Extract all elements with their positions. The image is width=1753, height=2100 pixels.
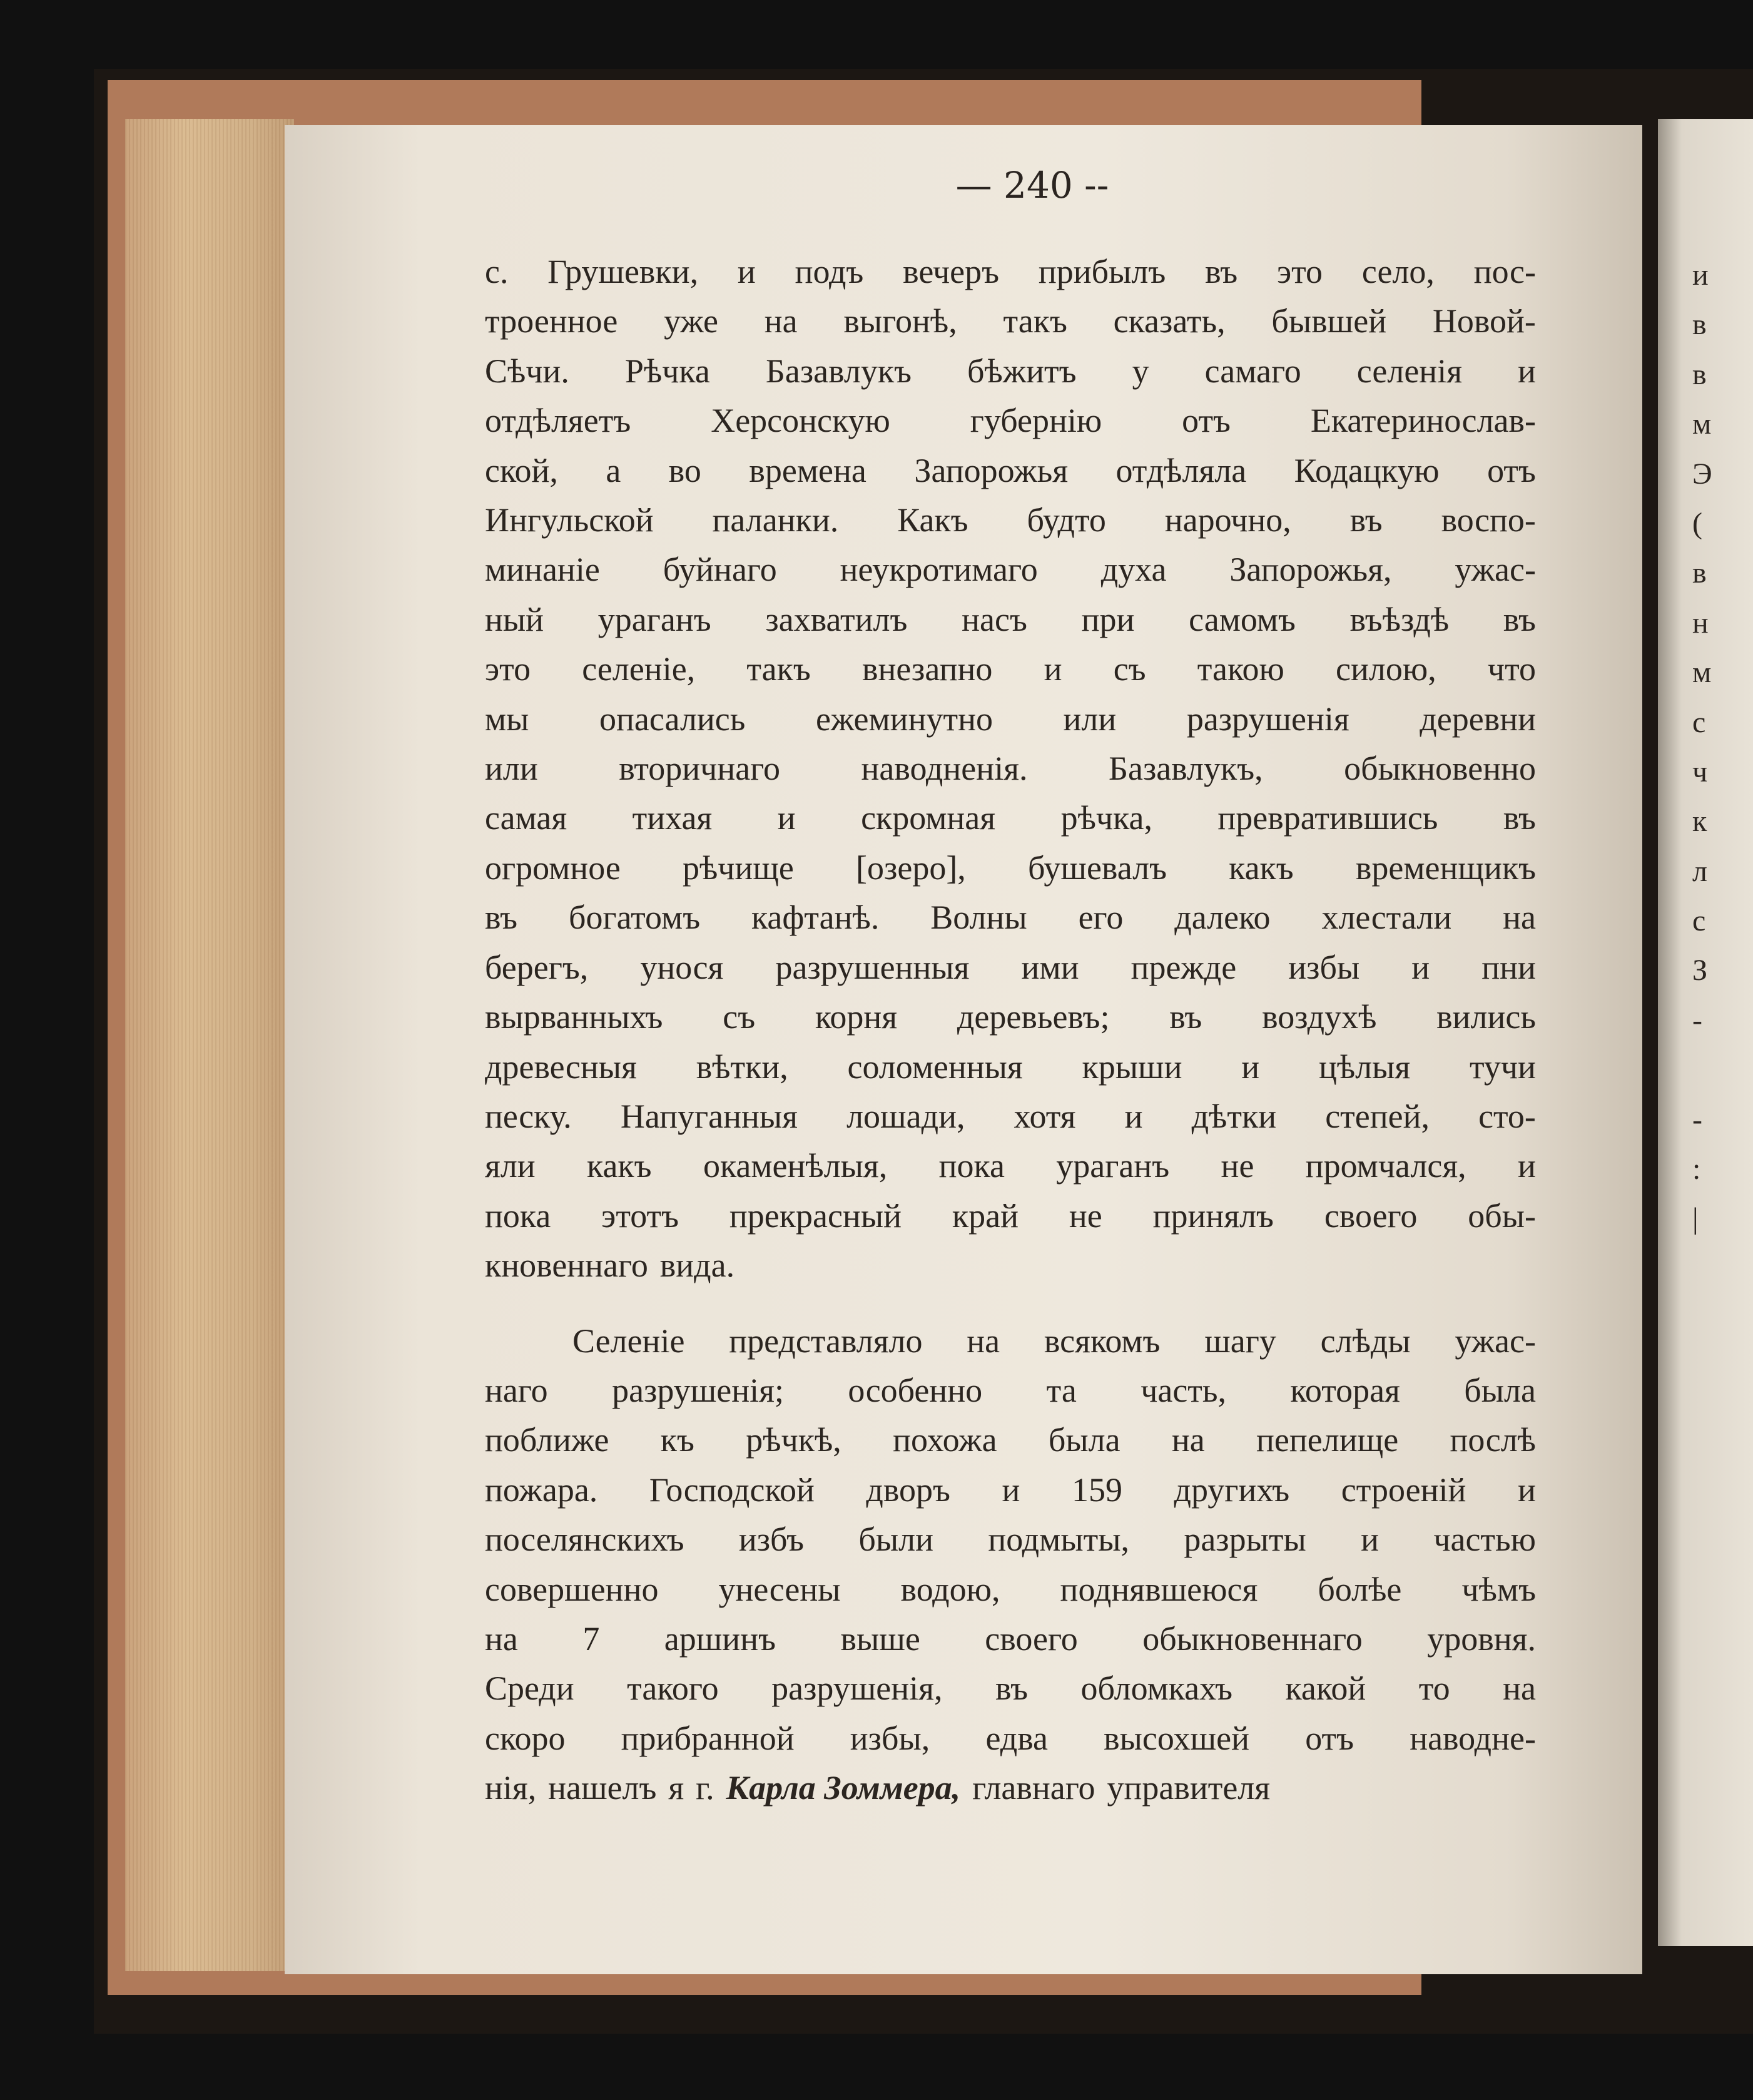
word: пни xyxy=(1481,948,1536,986)
margin-letter: - xyxy=(1692,1103,1702,1136)
word: разрушенія xyxy=(1186,700,1349,738)
word: шагу xyxy=(1204,1322,1276,1360)
text-line xyxy=(485,1042,1536,1092)
word: 159 xyxy=(1071,1471,1122,1509)
word: послѣ xyxy=(1450,1421,1536,1459)
italic-name: Карла Зоммера, xyxy=(726,1769,961,1807)
margin-letter: З xyxy=(1692,954,1708,987)
word: едва xyxy=(985,1719,1048,1757)
word: обы- xyxy=(1468,1196,1536,1235)
word: хлестали xyxy=(1321,899,1452,937)
margin-letter: ( xyxy=(1692,506,1702,540)
word: село, xyxy=(1361,253,1435,290)
word: такъ xyxy=(1003,302,1067,340)
word: Волны xyxy=(930,899,1027,937)
word: Базавлукъ, xyxy=(1109,750,1263,788)
word: которая xyxy=(1290,1371,1400,1409)
word: избъ xyxy=(738,1521,805,1559)
text-line xyxy=(485,1317,1536,1366)
word: дѣтки xyxy=(1191,1097,1277,1135)
word: пожара. xyxy=(485,1471,598,1509)
word: ской, xyxy=(485,451,558,489)
word: похожа xyxy=(893,1421,997,1459)
word: особенно xyxy=(848,1371,983,1409)
word: рѣчка, xyxy=(1060,799,1152,837)
word: къ xyxy=(660,1421,694,1459)
word: богатомъ xyxy=(568,899,701,937)
word: и xyxy=(1002,1471,1020,1509)
word: времена xyxy=(749,451,866,489)
word: во xyxy=(668,451,701,489)
word: въ xyxy=(1503,799,1536,837)
word: ужас- xyxy=(1455,551,1536,589)
word: временщикъ xyxy=(1355,849,1536,887)
word: главнаго xyxy=(972,1769,1095,1807)
word: силою, xyxy=(1336,650,1436,688)
word: селенія xyxy=(1356,352,1463,390)
word: сто- xyxy=(1478,1097,1536,1135)
word: всякомъ xyxy=(1044,1322,1161,1360)
margin-letter: и xyxy=(1692,258,1709,292)
word: а xyxy=(606,451,621,489)
word: селеніе, xyxy=(582,650,696,688)
margin-letter: : xyxy=(1692,1153,1701,1186)
word: поднявшеюся xyxy=(1060,1570,1258,1608)
word: обломкахъ xyxy=(1080,1669,1232,1708)
word: поближе xyxy=(485,1421,609,1459)
word: огромное xyxy=(485,849,621,887)
word: Какъ xyxy=(897,501,968,539)
margin-letter: в xyxy=(1692,357,1707,391)
word: разрушенныя xyxy=(775,948,970,986)
word: Грушевки, xyxy=(547,253,699,290)
text-line xyxy=(485,545,1536,594)
text-line xyxy=(485,347,1536,396)
word: та xyxy=(1046,1371,1077,1409)
word: окаменѣлыя, xyxy=(703,1147,888,1185)
word: при xyxy=(1081,600,1135,638)
word: Сѣчи. xyxy=(485,352,569,390)
text-line xyxy=(485,1092,1536,1141)
text-line xyxy=(485,1241,1536,1290)
margin-letter: Э xyxy=(1692,457,1712,491)
word: подмыты, xyxy=(988,1521,1129,1559)
word: духа xyxy=(1100,551,1167,589)
margin-letter xyxy=(1692,1045,1717,1094)
word: ежеминутно xyxy=(815,700,993,738)
word: вторичнаго xyxy=(619,750,780,788)
text-line xyxy=(485,744,1536,793)
word: тучи xyxy=(1470,1047,1536,1086)
word: яли xyxy=(485,1147,536,1185)
word: вились xyxy=(1436,998,1536,1036)
word: поселянскихъ xyxy=(485,1521,684,1559)
text-line xyxy=(485,1141,1536,1191)
word: какой xyxy=(1285,1669,1366,1708)
word: кафтанѣ. xyxy=(751,899,880,937)
word: ураганъ xyxy=(597,600,711,638)
word: и xyxy=(1518,352,1536,390)
text-line xyxy=(485,1763,1536,1813)
word: минаніе xyxy=(485,551,600,589)
word: и xyxy=(777,799,796,837)
word: разрыты xyxy=(1184,1521,1306,1559)
margin-letter: м xyxy=(1692,656,1712,690)
text-line xyxy=(485,793,1536,843)
word: частью xyxy=(1433,1521,1536,1559)
word: какъ xyxy=(587,1147,652,1185)
page-edges xyxy=(125,119,294,1971)
word: неукротимаго xyxy=(840,551,1038,589)
word: управителя xyxy=(1107,1769,1271,1807)
word: то xyxy=(1418,1669,1450,1708)
word: насъ xyxy=(962,600,1027,638)
word: и xyxy=(1361,1521,1379,1559)
text-line xyxy=(485,1515,1536,1564)
word: какъ xyxy=(1229,849,1294,887)
word: кновеннаго xyxy=(485,1246,648,1285)
text-line xyxy=(485,1415,1536,1465)
text-line xyxy=(485,247,1536,297)
word: губернію xyxy=(970,402,1102,440)
text-line xyxy=(485,943,1536,992)
word: рѣчкѣ, xyxy=(746,1421,841,1459)
word: унесены xyxy=(718,1570,841,1608)
word: корня xyxy=(815,998,898,1036)
word: или xyxy=(485,750,538,788)
word: скромная xyxy=(861,799,996,837)
word: строеній xyxy=(1341,1471,1466,1509)
margin-letter: н xyxy=(1692,606,1709,640)
word: и xyxy=(1044,650,1062,688)
word: выгонѣ, xyxy=(843,302,957,340)
word: Господской xyxy=(649,1471,815,1509)
margin-letter: к xyxy=(1692,805,1707,838)
margin-letter: ч xyxy=(1692,755,1708,788)
word: съ xyxy=(1113,650,1146,688)
word: крыши xyxy=(1082,1047,1182,1086)
word: тихая xyxy=(632,799,713,837)
word: край xyxy=(952,1196,1019,1235)
paragraph-gap xyxy=(485,1291,1536,1317)
margin-letter: в xyxy=(1692,556,1707,590)
word: вечеръ xyxy=(903,253,1000,290)
word: были xyxy=(858,1521,934,1559)
word: нія, xyxy=(485,1769,537,1807)
word: Екатеринослав- xyxy=(1310,402,1536,440)
word: на xyxy=(967,1322,1000,1360)
word: представляло xyxy=(729,1322,923,1360)
word: отъ xyxy=(1182,402,1231,440)
next-page-margin-letters xyxy=(1692,250,1717,1244)
word: слѣды xyxy=(1320,1322,1411,1360)
word: превратившись xyxy=(1217,799,1438,837)
word: въ xyxy=(995,1669,1029,1708)
word: ураганъ xyxy=(1056,1147,1170,1185)
word: пока xyxy=(485,1196,551,1235)
word: бушевалъ xyxy=(1027,849,1167,887)
word: чѣмъ xyxy=(1461,1570,1536,1608)
margin-letter: л xyxy=(1692,854,1707,888)
word: с. xyxy=(485,253,509,290)
word: соломенныя xyxy=(847,1047,1023,1086)
word: Рѣчка xyxy=(624,352,710,390)
word: троенное xyxy=(485,302,618,340)
word: дворъ xyxy=(866,1471,950,1509)
word: я xyxy=(668,1769,684,1807)
word: болѣе xyxy=(1318,1570,1402,1608)
word: Новой- xyxy=(1432,302,1536,340)
word: нашелъ xyxy=(548,1769,657,1807)
word: его xyxy=(1078,899,1124,937)
word: въ xyxy=(1169,998,1202,1036)
word: самая xyxy=(485,799,567,837)
word: и xyxy=(1518,1471,1536,1509)
word: воспо- xyxy=(1441,501,1536,539)
word: отдѣляетъ xyxy=(485,402,631,440)
margin-letter: м xyxy=(1692,407,1712,441)
word: ими xyxy=(1021,948,1079,986)
word: или xyxy=(1063,700,1117,738)
word: совершенно xyxy=(485,1570,659,1608)
word: унося xyxy=(640,948,724,986)
word: вырванныхъ xyxy=(485,998,663,1036)
word: этотъ xyxy=(601,1196,679,1235)
word: отъ xyxy=(1487,451,1536,489)
word: захватилъ xyxy=(765,600,908,638)
word: это xyxy=(1276,253,1323,290)
word: уровня. xyxy=(1427,1619,1536,1658)
word: будто xyxy=(1027,501,1106,539)
word: бывшей xyxy=(1271,302,1387,340)
word: такого xyxy=(627,1669,719,1708)
word: это xyxy=(485,650,531,688)
word: прекрасный xyxy=(729,1196,902,1235)
word: избы, xyxy=(850,1719,930,1757)
word: ный xyxy=(485,600,544,638)
word: промчался, xyxy=(1305,1147,1466,1185)
word: паланки. xyxy=(712,501,839,539)
word: далеко xyxy=(1174,899,1271,937)
word: деревьевъ; xyxy=(957,998,1110,1036)
word: воздухѣ xyxy=(1262,998,1377,1036)
word: пос- xyxy=(1473,253,1536,290)
word: обыкновеннаго xyxy=(1142,1619,1363,1658)
word: уже xyxy=(664,302,718,340)
word: у xyxy=(1132,352,1149,390)
word: бѣжитъ xyxy=(967,352,1077,390)
word: сказать, xyxy=(1113,302,1226,340)
word: обыкновенно xyxy=(1344,750,1536,788)
word: не xyxy=(1069,1196,1102,1235)
word: нарочно, xyxy=(1164,501,1291,539)
word: на xyxy=(1503,899,1536,937)
word: разрушенія, xyxy=(771,1669,943,1708)
page-number: — 240 -- xyxy=(955,164,1109,206)
word: Кодацкую xyxy=(1294,451,1440,489)
word: деревни xyxy=(1420,700,1536,738)
word: древесныя xyxy=(485,1047,637,1086)
word: что xyxy=(1487,650,1536,688)
word: песку. xyxy=(485,1097,572,1135)
text-line xyxy=(485,1714,1536,1763)
word: прежде xyxy=(1131,948,1237,986)
word: и xyxy=(1124,1097,1143,1135)
text-line xyxy=(485,496,1536,545)
text-line xyxy=(485,695,1536,744)
text-line xyxy=(485,1565,1536,1614)
word: пока xyxy=(938,1147,1005,1185)
word: водою, xyxy=(900,1570,1000,1608)
text-line xyxy=(485,1191,1536,1241)
text-line xyxy=(485,396,1536,446)
word: избы xyxy=(1288,948,1360,986)
word: аршинъ xyxy=(664,1619,776,1658)
word: съ xyxy=(723,998,756,1036)
page-body-text xyxy=(485,247,1536,1813)
text-line xyxy=(485,446,1536,496)
margin-letter: с xyxy=(1692,904,1706,938)
word: пепелище xyxy=(1256,1421,1399,1459)
word: вѣтки, xyxy=(696,1047,788,1086)
word: часть, xyxy=(1141,1371,1227,1409)
word: на xyxy=(485,1619,518,1658)
word: на xyxy=(1503,1669,1536,1708)
word: лошади, xyxy=(846,1097,965,1135)
text-line xyxy=(485,1664,1536,1713)
word: Среди xyxy=(485,1669,574,1708)
word: Запорожья xyxy=(914,451,1069,489)
word: такою xyxy=(1197,650,1284,688)
word: скоро xyxy=(485,1719,566,1757)
word: была xyxy=(1464,1371,1536,1409)
text-line xyxy=(485,297,1536,346)
word: прибылъ xyxy=(1038,253,1166,290)
word: г. xyxy=(696,1769,714,1807)
word: буйнаго xyxy=(663,551,777,589)
word: самомъ xyxy=(1189,600,1296,638)
text-line xyxy=(485,893,1536,942)
word: Селеніе xyxy=(572,1322,685,1360)
word: въ xyxy=(1349,501,1383,539)
word: мы xyxy=(485,700,529,738)
margin-letter: | xyxy=(1692,1202,1699,1236)
word: рѣчище xyxy=(682,849,794,887)
word: внезапно xyxy=(861,650,993,688)
word: своего xyxy=(1324,1196,1418,1235)
word: берегъ, xyxy=(485,948,589,986)
word: въ xyxy=(1503,600,1536,638)
word: наводне- xyxy=(1410,1719,1536,1757)
word: и xyxy=(1241,1047,1260,1086)
word: самаго xyxy=(1204,352,1301,390)
text-line xyxy=(485,992,1536,1042)
word: подъ xyxy=(795,253,864,290)
word: и xyxy=(1411,948,1430,986)
margin-letter: в xyxy=(1692,308,1707,342)
word: на xyxy=(1171,1421,1205,1459)
word: въѣздѣ xyxy=(1349,600,1450,638)
word: Запорожья, xyxy=(1229,551,1392,589)
word: на xyxy=(764,302,798,340)
word: въ xyxy=(1205,253,1238,290)
word: другихъ xyxy=(1174,1471,1290,1509)
word: въ xyxy=(485,899,518,937)
word: Базавлукъ xyxy=(765,352,912,390)
word: Херсонскую xyxy=(711,402,890,440)
word: отъ xyxy=(1305,1719,1354,1757)
text-line xyxy=(485,645,1536,694)
text-line xyxy=(485,1465,1536,1515)
word: не xyxy=(1221,1147,1254,1185)
word: и xyxy=(737,253,756,290)
word: степей, xyxy=(1325,1097,1430,1135)
word: выше xyxy=(840,1619,920,1658)
word: своего xyxy=(985,1619,1078,1658)
word: наго xyxy=(485,1371,548,1409)
word: [озеро], xyxy=(856,849,966,887)
text-line xyxy=(485,1366,1536,1415)
word: и xyxy=(1518,1147,1536,1185)
margin-letter: - xyxy=(1692,1003,1702,1037)
text-line xyxy=(485,844,1536,893)
word: Напуганныя xyxy=(620,1097,798,1135)
word: такъ xyxy=(746,650,811,688)
word: наводненія. xyxy=(861,750,1028,788)
word: принялъ xyxy=(1152,1196,1274,1235)
word: высохшей xyxy=(1104,1719,1249,1757)
word: вида. xyxy=(659,1246,735,1285)
text-line xyxy=(485,1614,1536,1664)
word: разрушенія; xyxy=(612,1371,784,1409)
word: Ингульской xyxy=(485,501,654,539)
word: 7 xyxy=(582,1619,600,1658)
margin-letter: с xyxy=(1692,705,1706,739)
word: хотя xyxy=(1014,1097,1076,1135)
word: отдѣляла xyxy=(1115,451,1247,489)
word: опасались xyxy=(599,700,746,738)
text-line xyxy=(485,595,1536,645)
word: ужас- xyxy=(1455,1322,1536,1360)
word: была xyxy=(1048,1421,1120,1459)
word: прибранной xyxy=(621,1719,795,1757)
word: цѣлыя xyxy=(1318,1047,1411,1086)
